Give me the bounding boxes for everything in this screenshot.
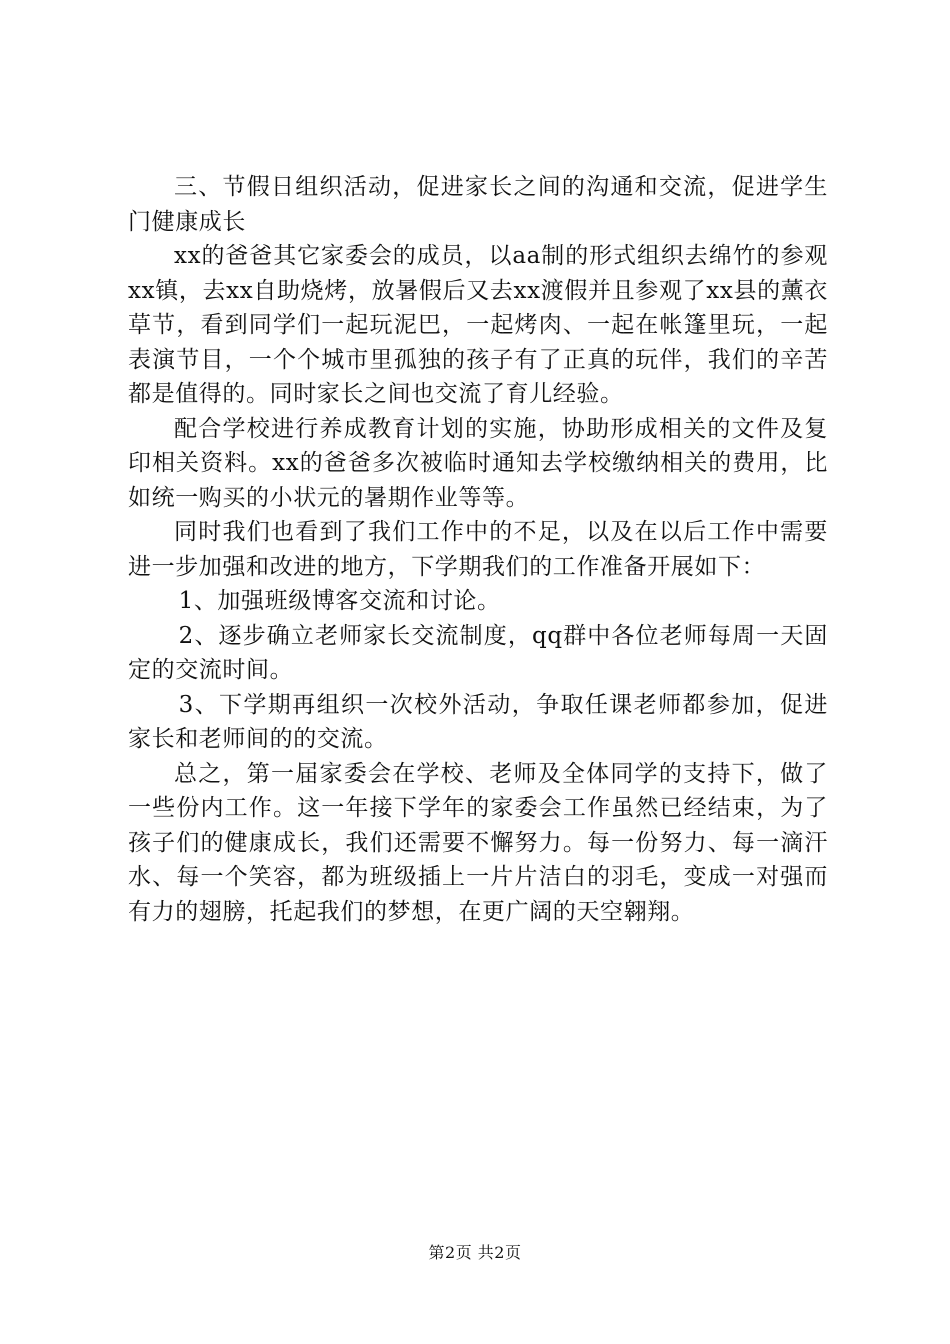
section-heading-paragraph: 三、节假日组织活动，促进家长之间的沟通和交流，促进学生门健康成长	[128, 174, 828, 235]
plan-item-1: 1、加强班级博客交流和讨论。	[178, 588, 501, 614]
page-number-footer: 第2页 共2页	[428, 1243, 522, 1262]
shortcomings-paragraph: 同时我们也看到了我们工作中的不足，以及在以后工作中需要进一步加强和改进的地方，下学期我们的工作准备开展如下：	[128, 519, 828, 580]
school-cooperation-paragraph: 配合学校进行养成教育计划的实施，协助形成相关的文件及复印相关资料。xx的爸爸多次被临时通知去学校缴纳相关的费用，比如统一购买的小状元的暑期作业等等。	[128, 415, 828, 511]
plan-item-3: 3、下学期再组织一次校外活动，争取任课老师都参加，促进家长和老师间的的交流。	[128, 691, 828, 752]
plan-item-2: 2、逐步确立老师家长交流制度，qq群中各位老师每周一天固定的交流时间。	[128, 622, 828, 683]
activities-paragraph: xx的爸爸其它家委会的成员，以aa制的形式组织去绵竹的参观xx镇，去xx自助烧烤，放暑假后又去xx渡假并且参观了xx县的薰衣草节，看到同学们一起玩泥巴，一起烤肉、一起在帐篷里玩，一起表演节目，一个个城市里孤独的孩子有了正真的玩伴，我们的辛苦都是值得的。同时家长之间也交流了育儿经验。	[128, 243, 828, 407]
document-body	[128, 170, 828, 929]
conclusion-paragraph: 总之，第一届家委会在学校、老师及全体同学的支持下，做了一些份内工作。这一年接下学年的家委会工作虽然已经结束，为了孩子们的健康成长，我们还需要不懈努力。每一份努力、每一滴汗水、每一个笑容，都为班级插上一片片洁白的羽毛，变成一对强而有力的翅膀，托起我们的梦想，在更广阔的天空翱翔。	[128, 760, 828, 925]
